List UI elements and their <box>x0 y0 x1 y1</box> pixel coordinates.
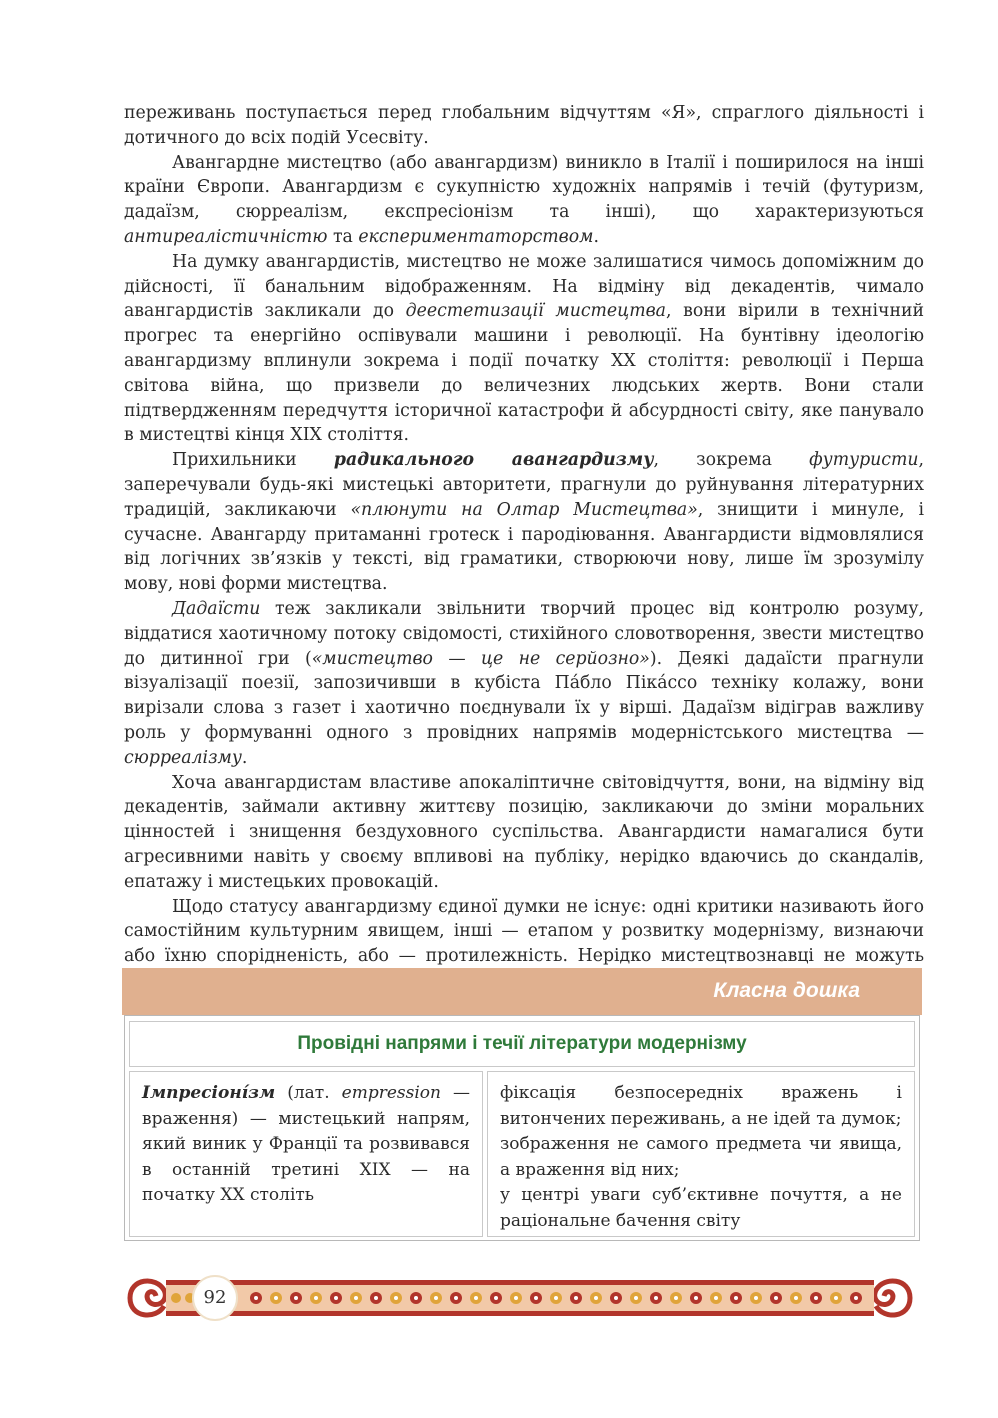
ornament-dot <box>714 1296 718 1300</box>
ornament-dot <box>674 1296 678 1300</box>
ornament-dot <box>854 1296 858 1300</box>
class-board-header <box>122 968 922 1015</box>
ornament-dot <box>254 1296 258 1300</box>
ornament-dot <box>294 1296 298 1300</box>
class-board-title: Класна дошка <box>713 979 860 1002</box>
ornament-dot <box>814 1296 818 1300</box>
ornament-dot <box>634 1296 638 1300</box>
ornament-dot <box>494 1296 498 1300</box>
footer-ornament <box>126 1268 914 1328</box>
main-text <box>124 101 924 994</box>
ornament-dot <box>414 1296 418 1300</box>
term-features-cell <box>487 1071 915 1237</box>
term-definition-cell: Імпресіоні́зм (лат. empression — враження) — мистецький напрям, який виник у Франції та розвивався в останній третині XIX — на початку XX століть <box>129 1071 483 1237</box>
ornament-dot <box>594 1296 598 1300</box>
feature-item: зображення не самого предмета чи явища, а враження від них; <box>500 1134 902 1180</box>
paragraph-6: Хоча авангардистам властиве апокаліптичне світовідчуття, вони, на відміну від декадентів, займали активну життєву позицію, закликаючи до зміни моральних цінностей і знищення бездуховного суспільства. Авангардисти намагалися бути агресивними навіть у своєму впливові на публіку, нерідко вдаючись до скандалів, епатажу і мистецьких провокацій. <box>124 772 924 892</box>
feature-item: у центрі уваги суб’єктивне почуття, а не раціональне бачення світу <box>500 1185 902 1231</box>
ornament-dot <box>374 1296 378 1300</box>
ornament-dot <box>354 1296 358 1300</box>
paragraph-3: На думку авангардистів, мистецтво не може залишатися чимось допоміжним до дійсності, її банальним відображенням. На відміну від декадентів, чимало авангардистів закликали до деестетизації мистецтва, вони вірили в технічний прогрес та енергійно оспівували машини і революції. На бунтівну ідеологію авангардизму вплинули зокрема і події початку XX століття: революції і Перша світова війна, що призвели до величезних людських жертв. Вони стали підтвердженням передчуття історичної катастрофи й абсурдності світу, яке панувало в мистецтві кінця XIX століття. <box>124 251 924 446</box>
ornament-dot <box>574 1296 578 1300</box>
ornament-dot <box>774 1296 778 1300</box>
ornament-dot <box>614 1296 618 1300</box>
ornament-dot <box>434 1296 438 1300</box>
ornament-dot <box>834 1296 838 1300</box>
paragraph-1: переживань поступається перед глобальним відчуттям «Я», спраглого діяльності і дотичного до всіх подій Усесвіту. <box>124 103 924 148</box>
ornament-dot <box>754 1296 758 1300</box>
feature-item: фіксація безпосередніх вражень і витончених переживань, а не ідей та думок; <box>500 1083 902 1129</box>
paragraph-2: Авангардне мистецтво (або авангардизм) виникло в Італії і поширилося на інші країни Європи. Авангардизм є сукупністю художніх напрямів і течій (футуризм, дадаїзм, сюрреалізм, експресіонізм та інші), що характеризуються антиреалістичністю та експериментаторством. <box>124 152 924 247</box>
ornament-dot <box>334 1296 338 1300</box>
ornament-dot <box>694 1296 698 1300</box>
class-board-heading: Провідні напрями і течії літератури модернізму <box>129 1021 915 1067</box>
page-number: 92 <box>192 1275 238 1321</box>
ornament-dot <box>794 1296 798 1300</box>
paragraph-5: Дадаїсти теж закликали звільнити творчий процес від контролю розуму, віддатися хаотичному потоку свідомості, стихійного словотворення, звести мистецтво до дитинної гри («мистецтво — це не серйозно»). Деякі дадаїсти прагнули візуалізації поезії, запозичивши в кубіста Па́бло Піка́ссо техніку колажу, вони вирізали слова з газет і хаотично поєднували їх у вірші. Дадаїзм відіграв важливу роль у формуванні одного з провідних напрямів модерністського мистецтва — сюрреалізму. <box>124 598 924 768</box>
paragraph-4: Прихильники радикального авангардизму, зокрема футуристи, заперечували будь-які мистецькі авторитети, прагнули до руйнування літературних традицій, закликаючи «плюнути на Олтар Мистецтва», знищити і минуле, і сучасне. Авангарду притаманні гротеск і пародіювання. Авангардисти відмовлялися від логічних зв’язків у тексті, від граматики, створюючи нову, лише їм зрозумілу мову, нові форми мистецтва. <box>124 450 924 595</box>
ornament-dot <box>394 1296 398 1300</box>
ornament-dot <box>654 1296 658 1300</box>
ornament-band-icon <box>126 1268 914 1328</box>
ornament-dot <box>454 1296 458 1300</box>
ornament-dot <box>554 1296 558 1300</box>
ornament-motif <box>171 1293 181 1303</box>
ornament-dot <box>734 1296 738 1300</box>
ornament-dot <box>274 1296 278 1300</box>
ornament-dot <box>514 1296 518 1300</box>
term-name: Імпресіоні́зм <box>142 1083 276 1103</box>
paragraph-7: Щодо статусу авангардизму єдиної думки не існує: одні критики називають його самостійним культурним явищем, інші — етапом у розвитку модернізму, визнаючи або їхню спорідненість, або — протилежність. Нерідко мистецтвознавці не можуть <box>124 896 924 967</box>
ornament-dot <box>314 1296 318 1300</box>
ornament-dot <box>534 1296 538 1300</box>
ornament-dot <box>474 1296 478 1300</box>
